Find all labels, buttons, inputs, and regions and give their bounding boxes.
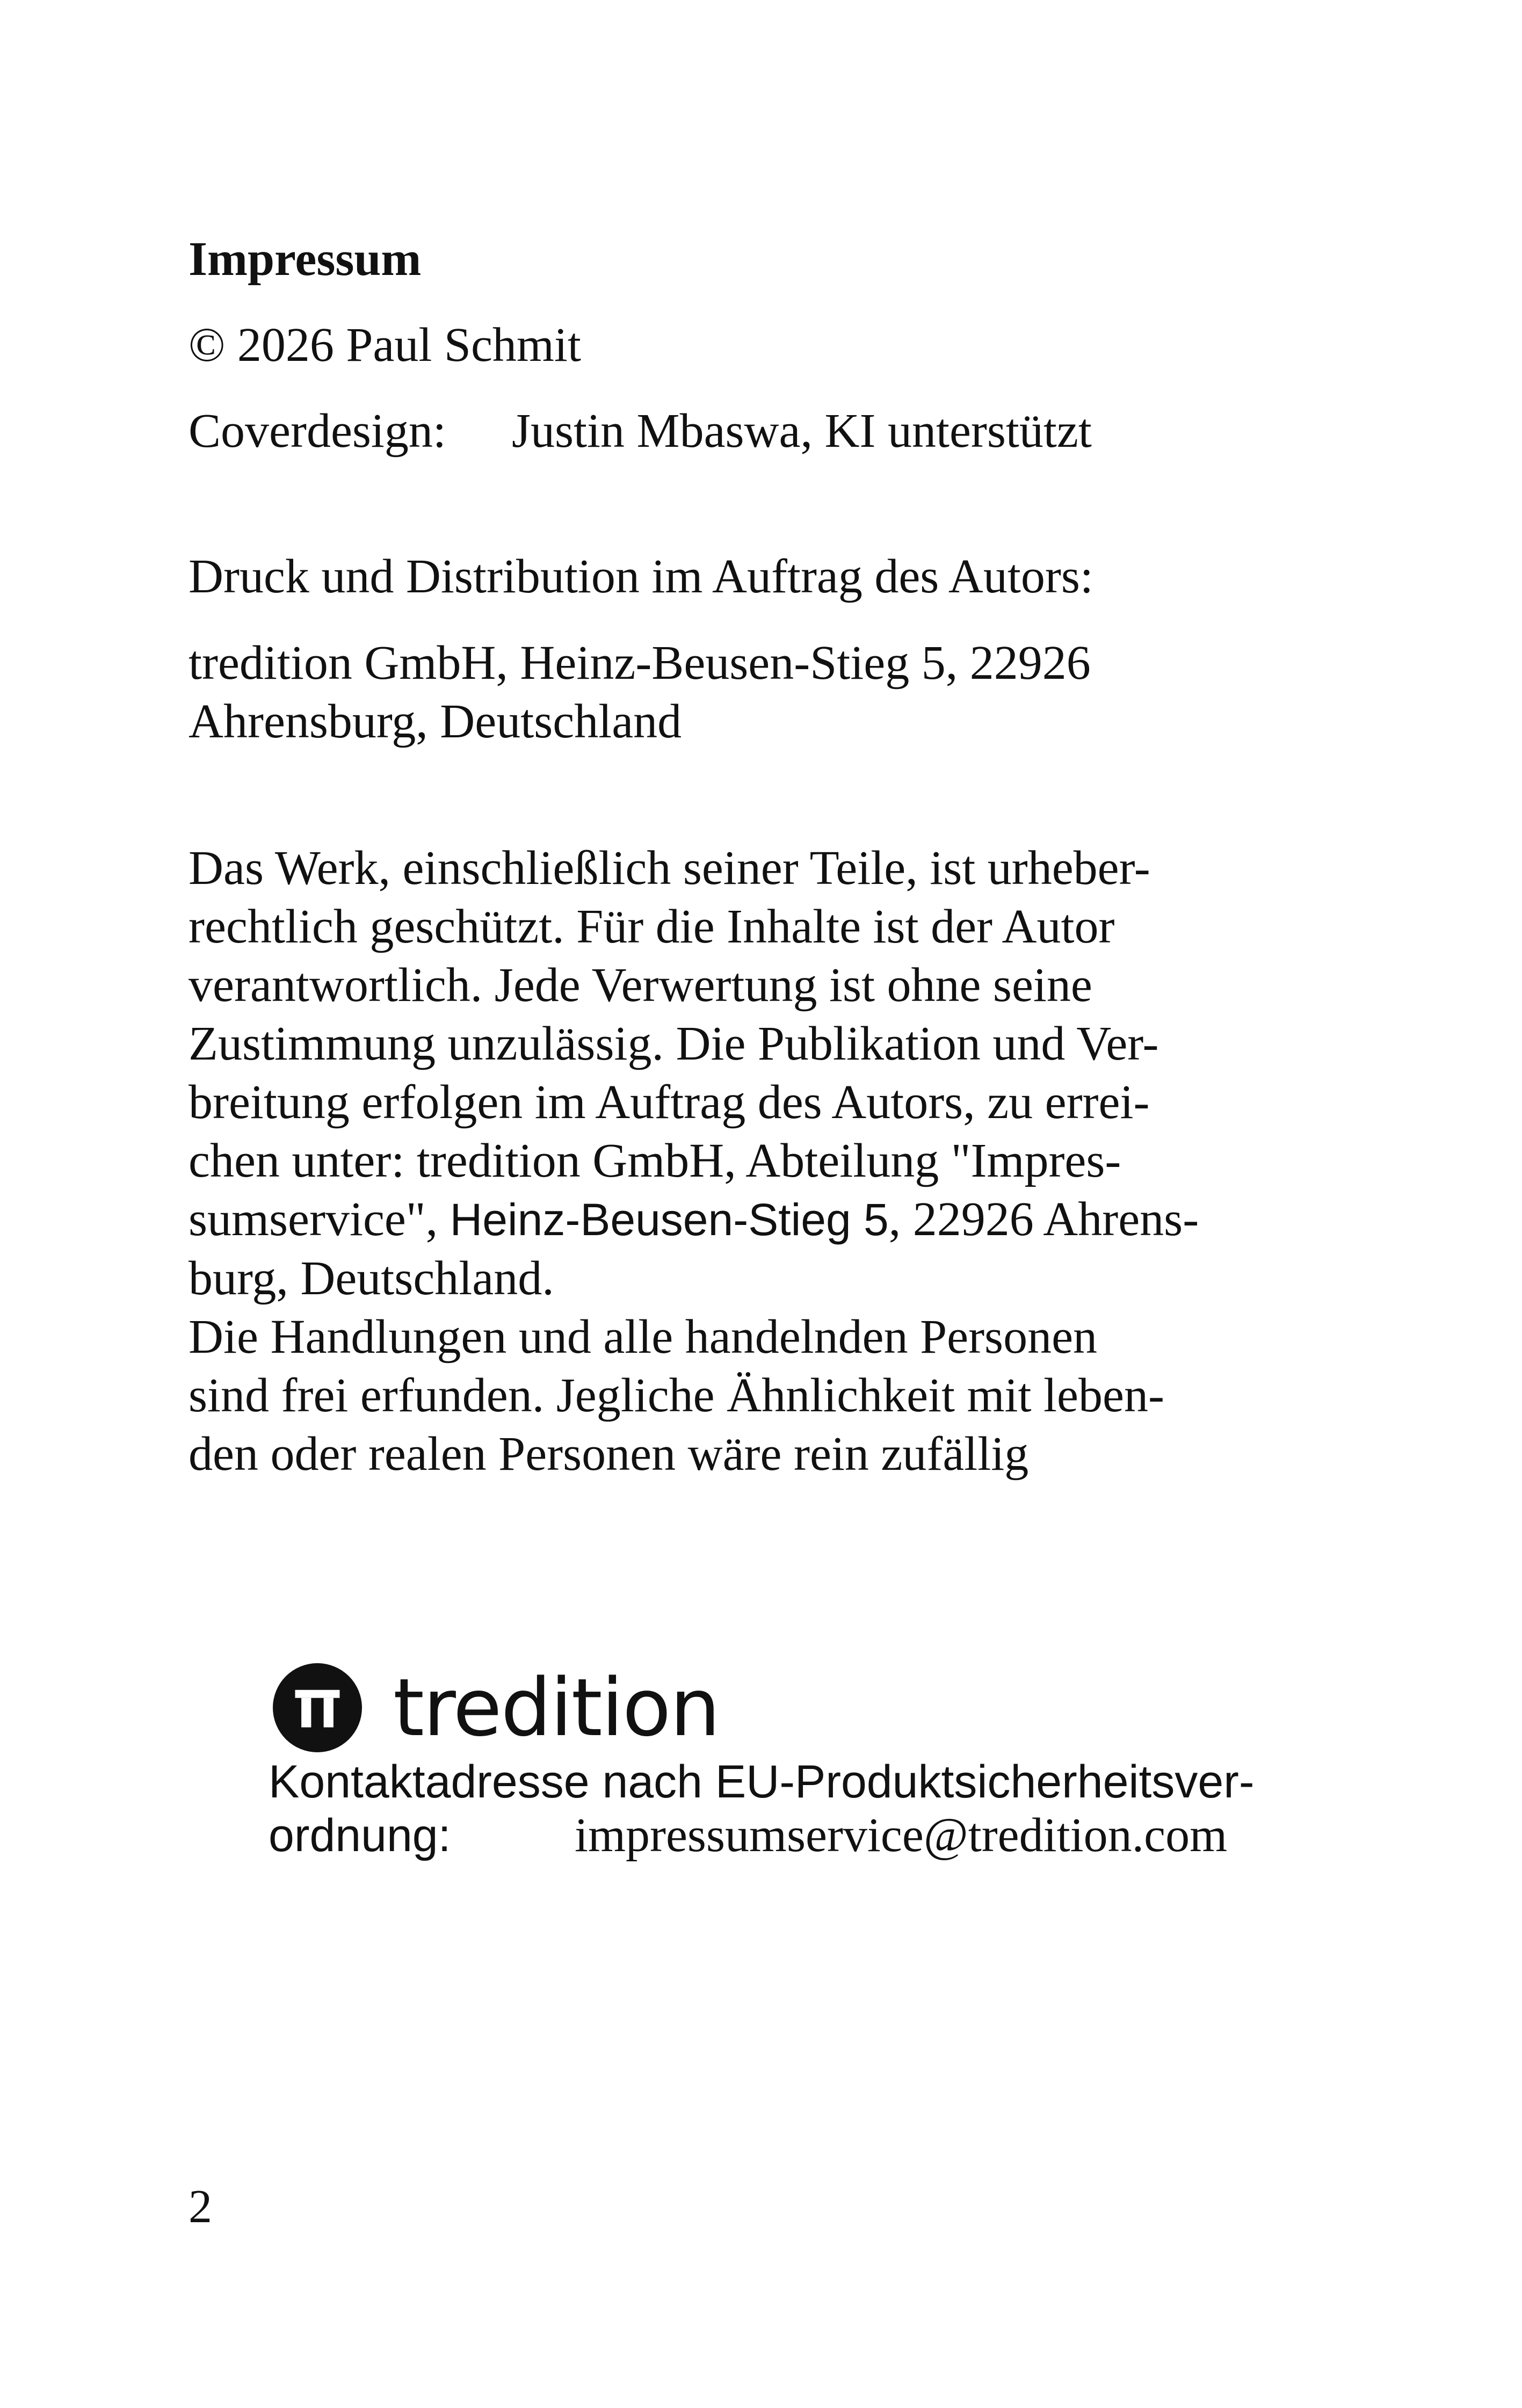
disclaimer-line: den oder realen Personen wäre rein zufällig	[189, 1427, 1029, 1481]
eu-contact-line	[269, 1809, 1255, 1862]
legal-line	[189, 1190, 1199, 1249]
print-address-line: tredition GmbH, Heinz-Beusen-Stieg 5, 22926	[189, 636, 1091, 690]
legal-line: rechtlich geschützt. Für die Inhalte ist der Autor	[189, 900, 1115, 953]
legal-line-part: , 22926 Ahrens-	[888, 1193, 1199, 1246]
legal-line: Das Werk, einschließlich seiner Teile, ist urheber-	[189, 842, 1150, 895]
contact-email: impressumservice@tredition.com	[575, 1809, 1228, 1862]
legal-line-address: Heinz-Beusen-Stieg 5	[450, 1194, 889, 1245]
eu-contact-label: ordnung:	[269, 1810, 451, 1861]
print-address	[189, 634, 1091, 751]
legal-line: Zustimmung unzulässig. Die Publikation und Ver-	[189, 1017, 1159, 1070]
page-number: 2	[189, 2181, 212, 2233]
print-intro: Druck und Distribution im Auftrag des Autors:	[189, 550, 1093, 603]
legal-line: verantwortlich. Jede Verwertung ist ohne seine	[189, 959, 1092, 1012]
legal-line: chen unter: tredition GmbH, Abteilung "Impres-	[189, 1134, 1121, 1187]
cover-credit-value: Justin Mbaswa, KI unterstützt	[512, 404, 1092, 458]
disclaimer-line: sind frei erfunden. Jegliche Ähnlichkeit mit leben-	[189, 1369, 1164, 1422]
legal-line-part: sumservice",	[189, 1193, 450, 1246]
disclaimer-line: Die Handlungen und alle handelnden Personen	[189, 1310, 1098, 1363]
imprint-heading: Impressum	[189, 233, 422, 286]
copyright-line: © 2026 Paul Schmit	[189, 318, 581, 372]
cover-credit-label: Coverdesign:	[189, 404, 446, 458]
eu-contact	[269, 1755, 1255, 1862]
cover-credit	[189, 402, 1092, 460]
publisher-logo-text: tredition	[393, 1662, 720, 1754]
eu-contact-line: Kontaktadresse nach EU-Produktsicherheitsver-	[269, 1756, 1255, 1808]
tredition-logo-icon	[273, 1663, 362, 1752]
legal-line: burg, Deutschland.	[189, 1252, 554, 1305]
legal-line: breitung erfolgen im Auftrag des Autors, zu errei-	[189, 1076, 1150, 1129]
legal-notice	[189, 839, 1199, 1483]
publisher-logo	[273, 1662, 719, 1753]
print-address-line: Ahrensburg, Deutschland	[189, 695, 682, 748]
